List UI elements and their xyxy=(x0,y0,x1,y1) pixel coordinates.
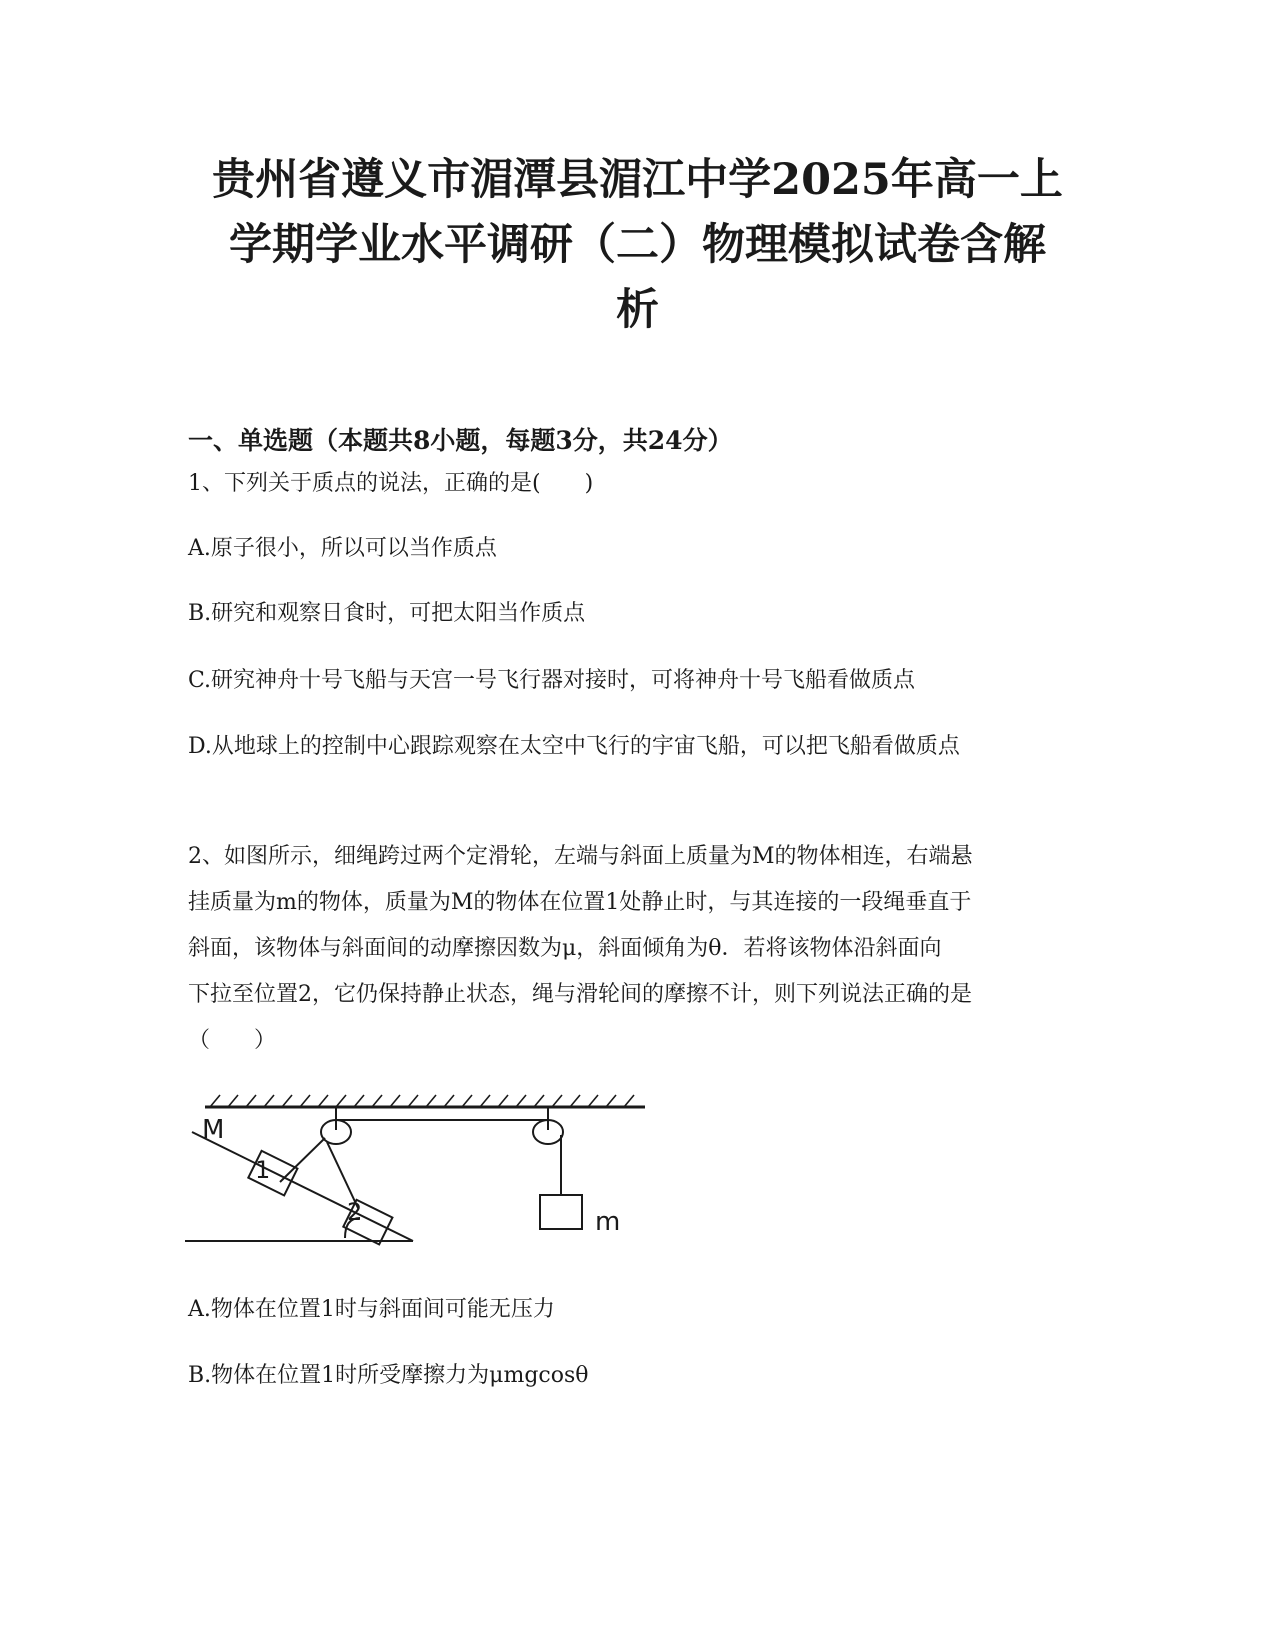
q2-option-a: A.物体在位置1时与斜面间可能无压力 xyxy=(188,1297,555,1322)
q2-stem-line-5: （ ） xyxy=(188,1028,277,1053)
q1-stem: 1、下列关于质点的说法，正确的是( ) xyxy=(188,471,594,496)
q1-option-a: A.原子很小，所以可以当作质点 xyxy=(188,536,497,561)
q2-option-b: B.物体在位置1时所受摩擦力为μmgcosθ xyxy=(188,1363,589,1388)
label-small-mass: m xyxy=(595,1207,621,1237)
section-heading: 一、单选题（本题共8小题，每题3分，共24分） xyxy=(188,426,733,455)
hanging-block xyxy=(540,1195,582,1229)
ceiling-hatch xyxy=(210,1095,634,1107)
q1-option-d: D.从地球上的控制中心跟踪观察在太空中飞行的宇宙飞船，可以把飞船看做质点 xyxy=(188,734,960,759)
title-line-3: 析 xyxy=(616,285,659,335)
page-title xyxy=(150,148,1125,343)
q2-stem-line-2: 挂质量为m的物体，质量为M的物体在位置1处静止时，与其连接的一段绳垂直于 xyxy=(188,890,972,915)
q1-option-c: C.研究神舟十号飞船与天宫一号飞行器对接时，可将神舟十号飞船看做质点 xyxy=(188,668,916,693)
q2-stem xyxy=(188,834,1088,1064)
label-big-mass: M xyxy=(202,1115,225,1145)
label-position-2: 2 xyxy=(347,1198,363,1226)
q1-option-b: B.研究和观察日食时，可把太阳当作质点 xyxy=(188,601,586,626)
rope-to-block-1 xyxy=(280,1138,325,1182)
q2-stem-line-4: 下拉至位置2，它仍保持静止状态，绳与滑轮间的摩擦不计，则下列说法正确的是 xyxy=(188,982,972,1007)
q2-stem-line-3: 斜面，该物体与斜面间的动摩擦因数为μ，斜面倾角为θ．若将该物体沿斜面向 xyxy=(188,936,942,961)
pulley-incline-diagram xyxy=(180,1090,680,1305)
title-line-2: 学期学业水平调研（二）物理模拟试卷含解 xyxy=(229,220,1046,270)
label-position-1: 1 xyxy=(255,1156,271,1184)
incline-surface xyxy=(192,1132,413,1241)
title-line-1: 贵州省遵义市湄潭县湄江中学2025年高一上 xyxy=(212,155,1063,205)
q2-stem-line-1: 2、如图所示，细绳跨过两个定滑轮，左端与斜面上质量为M的物体相连，右端悬 xyxy=(188,844,973,869)
